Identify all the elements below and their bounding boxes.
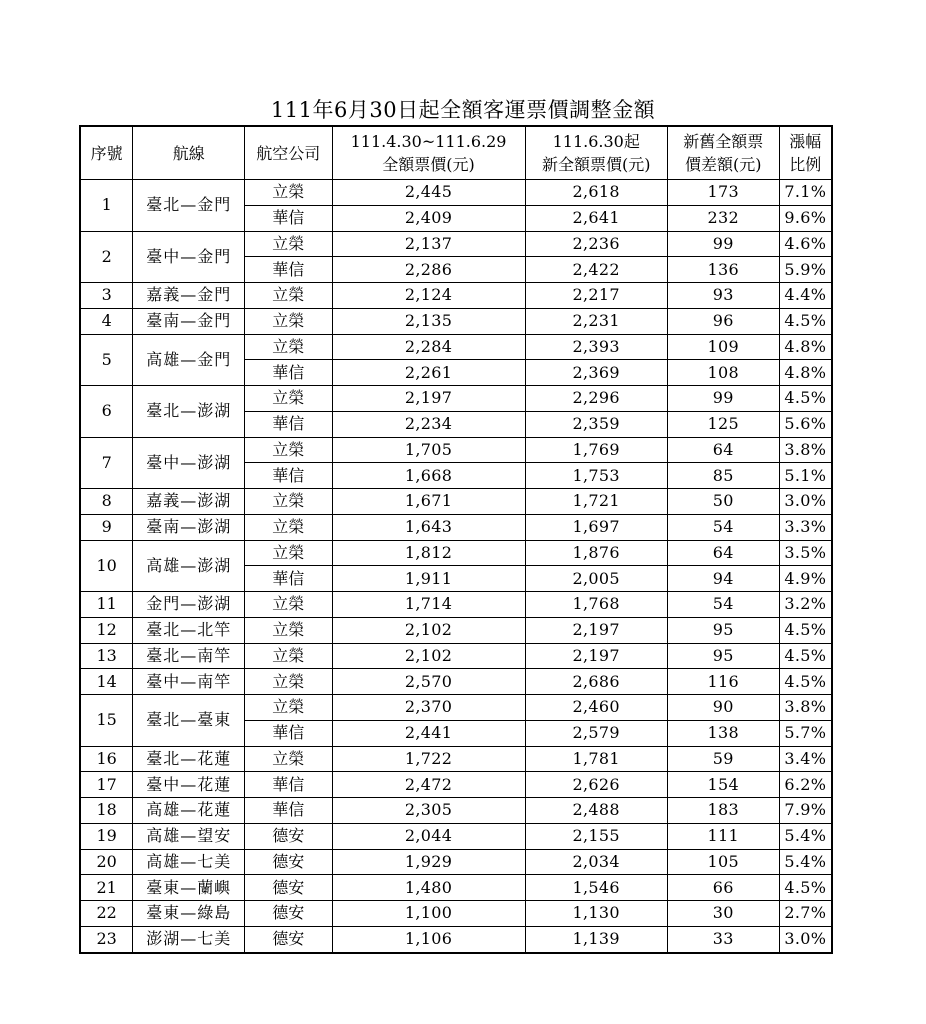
cell-new-fare: 2,197: [525, 643, 667, 669]
cell-old-fare: 1,671: [332, 489, 525, 515]
table-row: [80, 514, 832, 540]
cell-difference: 111: [667, 823, 779, 849]
cell-percent: 4.9%: [779, 566, 832, 592]
cell-new-fare: 1,876: [525, 540, 667, 566]
cell-seq: 5: [80, 334, 133, 386]
header-percent-line1: 漲幅: [789, 132, 822, 151]
cell-airline: 立榮: [245, 180, 332, 206]
cell-difference: 99: [667, 231, 779, 257]
cell-percent: 3.5%: [779, 540, 832, 566]
cell-seq: 7: [80, 437, 133, 489]
cell-route: 嘉義—澎湖: [133, 489, 245, 515]
cell-airline: 德安: [245, 926, 332, 952]
cell-new-fare: 2,005: [525, 566, 667, 592]
header-route: 航線: [133, 126, 245, 180]
cell-difference: 64: [667, 437, 779, 463]
table-row: [80, 489, 832, 515]
cell-percent: 3.0%: [779, 926, 832, 952]
cell-percent: 5.7%: [779, 720, 832, 746]
cell-route: 臺中—金門: [133, 231, 245, 283]
table-row: [80, 669, 832, 695]
cell-seq: 4: [80, 308, 133, 334]
cell-difference: 85: [667, 463, 779, 489]
cell-seq: 21: [80, 875, 133, 901]
cell-old-fare: 2,441: [332, 720, 525, 746]
header-row: [80, 126, 832, 180]
cell-old-fare: 2,570: [332, 669, 525, 695]
table-row: [80, 772, 832, 798]
cell-airline: 立榮: [245, 231, 332, 257]
cell-seq: 10: [80, 540, 133, 592]
header-old-fare: [332, 126, 525, 180]
cell-seq: 8: [80, 489, 133, 515]
cell-difference: 54: [667, 514, 779, 540]
cell-airline: 立榮: [245, 695, 332, 721]
cell-new-fare: 1,768: [525, 592, 667, 618]
table-row: [80, 180, 832, 206]
cell-airline: 華信: [245, 360, 332, 386]
cell-route: 臺中—南竿: [133, 669, 245, 695]
cell-seq: 13: [80, 643, 133, 669]
cell-difference: 173: [667, 180, 779, 206]
cell-difference: 183: [667, 798, 779, 824]
cell-difference: 95: [667, 617, 779, 643]
cell-old-fare: 2,409: [332, 205, 525, 231]
cell-old-fare: 2,135: [332, 308, 525, 334]
table-row: [80, 283, 832, 309]
cell-percent: 3.3%: [779, 514, 832, 540]
cell-route: 臺中—澎湖: [133, 437, 245, 489]
cell-route: 高雄—望安: [133, 823, 245, 849]
page-title: 111年6月30日起全額客運票價調整金額: [270, 98, 656, 122]
cell-percent: 4.5%: [779, 643, 832, 669]
header-seq: 序號: [80, 126, 133, 180]
cell-seq: 14: [80, 669, 133, 695]
cell-airline: 立榮: [245, 540, 332, 566]
cell-new-fare: 2,641: [525, 205, 667, 231]
cell-route: 臺東—綠島: [133, 901, 245, 927]
cell-seq: 9: [80, 514, 133, 540]
fare-table-body: [80, 180, 832, 953]
table-row: [80, 386, 832, 412]
cell-old-fare: 2,286: [332, 257, 525, 283]
cell-percent: 3.4%: [779, 746, 832, 772]
cell-new-fare: 1,781: [525, 746, 667, 772]
cell-new-fare: 1,546: [525, 875, 667, 901]
cell-seq: 22: [80, 901, 133, 927]
cell-difference: 90: [667, 695, 779, 721]
header-new-fare: [525, 126, 667, 180]
cell-old-fare: 1,480: [332, 875, 525, 901]
cell-airline: 立榮: [245, 308, 332, 334]
cell-airline: 華信: [245, 566, 332, 592]
cell-airline: 華信: [245, 720, 332, 746]
cell-percent: 4.8%: [779, 360, 832, 386]
cell-seq: 16: [80, 746, 133, 772]
cell-old-fare: 1,722: [332, 746, 525, 772]
cell-difference: 50: [667, 489, 779, 515]
cell-percent: 5.9%: [779, 257, 832, 283]
cell-new-fare: 2,197: [525, 617, 667, 643]
cell-old-fare: 2,445: [332, 180, 525, 206]
cell-route: 嘉義—金門: [133, 283, 245, 309]
cell-difference: 64: [667, 540, 779, 566]
cell-old-fare: 2,137: [332, 231, 525, 257]
cell-old-fare: 1,643: [332, 514, 525, 540]
header-airline: 航空公司: [245, 126, 332, 180]
cell-seq: 1: [80, 180, 133, 232]
table-row: [80, 231, 832, 257]
cell-seq: 18: [80, 798, 133, 824]
cell-new-fare: 1,139: [525, 926, 667, 952]
cell-old-fare: 2,261: [332, 360, 525, 386]
cell-old-fare: 1,705: [332, 437, 525, 463]
cell-route: 澎湖—七美: [133, 926, 245, 952]
cell-seq: 11: [80, 592, 133, 618]
cell-route: 高雄—澎湖: [133, 540, 245, 592]
cell-percent: 5.6%: [779, 411, 832, 437]
table-row: [80, 540, 832, 566]
cell-new-fare: 2,217: [525, 283, 667, 309]
cell-route: 高雄—七美: [133, 849, 245, 875]
cell-difference: 59: [667, 746, 779, 772]
cell-airline: 立榮: [245, 283, 332, 309]
fare-table: [79, 125, 833, 954]
cell-airline: 立榮: [245, 592, 332, 618]
cell-percent: 4.4%: [779, 283, 832, 309]
header-new-fare-line2: 新全額票價(元): [541, 155, 651, 174]
cell-route: 金門—澎湖: [133, 592, 245, 618]
cell-percent: 3.8%: [779, 437, 832, 463]
table-row: [80, 901, 832, 927]
cell-old-fare: 2,197: [332, 386, 525, 412]
cell-old-fare: 1,929: [332, 849, 525, 875]
cell-seq: 15: [80, 695, 133, 747]
table-row: [80, 823, 832, 849]
cell-new-fare: 1,753: [525, 463, 667, 489]
table-row: [80, 798, 832, 824]
table-row: [80, 437, 832, 463]
cell-new-fare: 2,460: [525, 695, 667, 721]
header-old-fare-line1: 111.4.30~111.6.29: [350, 132, 507, 151]
cell-difference: 94: [667, 566, 779, 592]
table-row: [80, 746, 832, 772]
header-new-fare-line1: 111.6.30起: [552, 132, 640, 151]
cell-old-fare: 2,102: [332, 617, 525, 643]
cell-airline: 立榮: [245, 437, 332, 463]
cell-airline: 德安: [245, 875, 332, 901]
cell-airline: 立榮: [245, 514, 332, 540]
cell-route: 臺北—澎湖: [133, 386, 245, 438]
table-row: [80, 695, 832, 721]
cell-difference: 93: [667, 283, 779, 309]
cell-airline: 立榮: [245, 386, 332, 412]
cell-old-fare: 2,124: [332, 283, 525, 309]
cell-difference: 66: [667, 875, 779, 901]
cell-airline: 德安: [245, 823, 332, 849]
cell-airline: 華信: [245, 772, 332, 798]
cell-new-fare: 2,618: [525, 180, 667, 206]
cell-new-fare: 2,359: [525, 411, 667, 437]
header-difference-line1: 新舊全額票: [683, 132, 764, 151]
cell-old-fare: 2,044: [332, 823, 525, 849]
cell-new-fare: 2,296: [525, 386, 667, 412]
header-percent: [779, 126, 832, 180]
table-row: [80, 592, 832, 618]
cell-route: 高雄—金門: [133, 334, 245, 386]
cell-route: 臺北—北竿: [133, 617, 245, 643]
cell-percent: 2.7%: [779, 901, 832, 927]
cell-seq: 12: [80, 617, 133, 643]
cell-airline: 立榮: [245, 669, 332, 695]
cell-difference: 125: [667, 411, 779, 437]
cell-airline: 華信: [245, 257, 332, 283]
cell-old-fare: 2,472: [332, 772, 525, 798]
cell-airline: 華信: [245, 205, 332, 231]
cell-percent: 4.8%: [779, 334, 832, 360]
header-difference-line2: 價差額(元): [684, 155, 762, 174]
cell-difference: 232: [667, 205, 779, 231]
cell-route: 臺東—蘭嶼: [133, 875, 245, 901]
cell-new-fare: 1,769: [525, 437, 667, 463]
cell-airline: 立榮: [245, 746, 332, 772]
cell-new-fare: 2,034: [525, 849, 667, 875]
cell-new-fare: 2,369: [525, 360, 667, 386]
cell-percent: 4.5%: [779, 875, 832, 901]
table-row: [80, 926, 832, 952]
cell-route: 臺北—花蓮: [133, 746, 245, 772]
cell-percent: 4.5%: [779, 386, 832, 412]
cell-percent: 3.8%: [779, 695, 832, 721]
cell-difference: 99: [667, 386, 779, 412]
cell-new-fare: 2,579: [525, 720, 667, 746]
header-old-fare-line2: 全額票價(元): [382, 155, 475, 174]
cell-route: 高雄—花蓮: [133, 798, 245, 824]
cell-percent: 5.1%: [779, 463, 832, 489]
table-row: [80, 308, 832, 334]
cell-seq: 17: [80, 772, 133, 798]
cell-difference: 136: [667, 257, 779, 283]
table-row: [80, 643, 832, 669]
cell-old-fare: 1,714: [332, 592, 525, 618]
cell-percent: 9.6%: [779, 205, 832, 231]
cell-difference: 154: [667, 772, 779, 798]
cell-percent: 7.1%: [779, 180, 832, 206]
cell-percent: 4.5%: [779, 308, 832, 334]
cell-new-fare: 2,422: [525, 257, 667, 283]
cell-difference: 30: [667, 901, 779, 927]
cell-percent: 6.2%: [779, 772, 832, 798]
cell-old-fare: 1,668: [332, 463, 525, 489]
header-percent-line2: 比例: [789, 155, 822, 174]
cell-difference: 108: [667, 360, 779, 386]
cell-airline: 華信: [245, 463, 332, 489]
cell-old-fare: 2,370: [332, 695, 525, 721]
cell-old-fare: 1,100: [332, 901, 525, 927]
cell-route: 臺中—花蓮: [133, 772, 245, 798]
cell-percent: 7.9%: [779, 798, 832, 824]
cell-seq: 2: [80, 231, 133, 283]
cell-difference: 33: [667, 926, 779, 952]
cell-airline: 德安: [245, 901, 332, 927]
cell-percent: 4.5%: [779, 669, 832, 695]
cell-route: 臺北—金門: [133, 180, 245, 232]
cell-new-fare: 2,155: [525, 823, 667, 849]
cell-route: 臺南—澎湖: [133, 514, 245, 540]
cell-percent: 3.0%: [779, 489, 832, 515]
cell-airline: 德安: [245, 849, 332, 875]
cell-airline: 立榮: [245, 643, 332, 669]
table-row: [80, 334, 832, 360]
cell-old-fare: 1,106: [332, 926, 525, 952]
cell-route: 臺北—南竿: [133, 643, 245, 669]
table-row: [80, 849, 832, 875]
cell-airline: 立榮: [245, 334, 332, 360]
cell-new-fare: 2,393: [525, 334, 667, 360]
cell-difference: 116: [667, 669, 779, 695]
cell-new-fare: 1,130: [525, 901, 667, 927]
cell-percent: 3.2%: [779, 592, 832, 618]
cell-difference: 95: [667, 643, 779, 669]
cell-difference: 54: [667, 592, 779, 618]
cell-old-fare: 2,102: [332, 643, 525, 669]
header-difference: [667, 126, 779, 180]
cell-old-fare: 2,284: [332, 334, 525, 360]
cell-seq: 3: [80, 283, 133, 309]
table-row: [80, 617, 832, 643]
cell-new-fare: 2,626: [525, 772, 667, 798]
cell-seq: 23: [80, 926, 133, 952]
cell-airline: 立榮: [245, 489, 332, 515]
cell-seq: 19: [80, 823, 133, 849]
cell-difference: 138: [667, 720, 779, 746]
cell-route: 臺北—臺東: [133, 695, 245, 747]
cell-new-fare: 1,721: [525, 489, 667, 515]
cell-difference: 109: [667, 334, 779, 360]
cell-old-fare: 1,812: [332, 540, 525, 566]
cell-new-fare: 2,488: [525, 798, 667, 824]
table-row: [80, 875, 832, 901]
cell-new-fare: 1,697: [525, 514, 667, 540]
cell-airline: 華信: [245, 798, 332, 824]
cell-seq: 20: [80, 849, 133, 875]
cell-route: 臺南—金門: [133, 308, 245, 334]
cell-old-fare: 2,234: [332, 411, 525, 437]
cell-new-fare: 2,236: [525, 231, 667, 257]
cell-percent: 5.4%: [779, 823, 832, 849]
cell-new-fare: 2,231: [525, 308, 667, 334]
cell-percent: 4.5%: [779, 617, 832, 643]
cell-percent: 4.6%: [779, 231, 832, 257]
cell-airline: 立榮: [245, 617, 332, 643]
cell-seq: 6: [80, 386, 133, 438]
cell-airline: 華信: [245, 411, 332, 437]
cell-percent: 5.4%: [779, 849, 832, 875]
cell-old-fare: 2,305: [332, 798, 525, 824]
cell-difference: 105: [667, 849, 779, 875]
cell-old-fare: 1,911: [332, 566, 525, 592]
cell-difference: 96: [667, 308, 779, 334]
cell-new-fare: 2,686: [525, 669, 667, 695]
